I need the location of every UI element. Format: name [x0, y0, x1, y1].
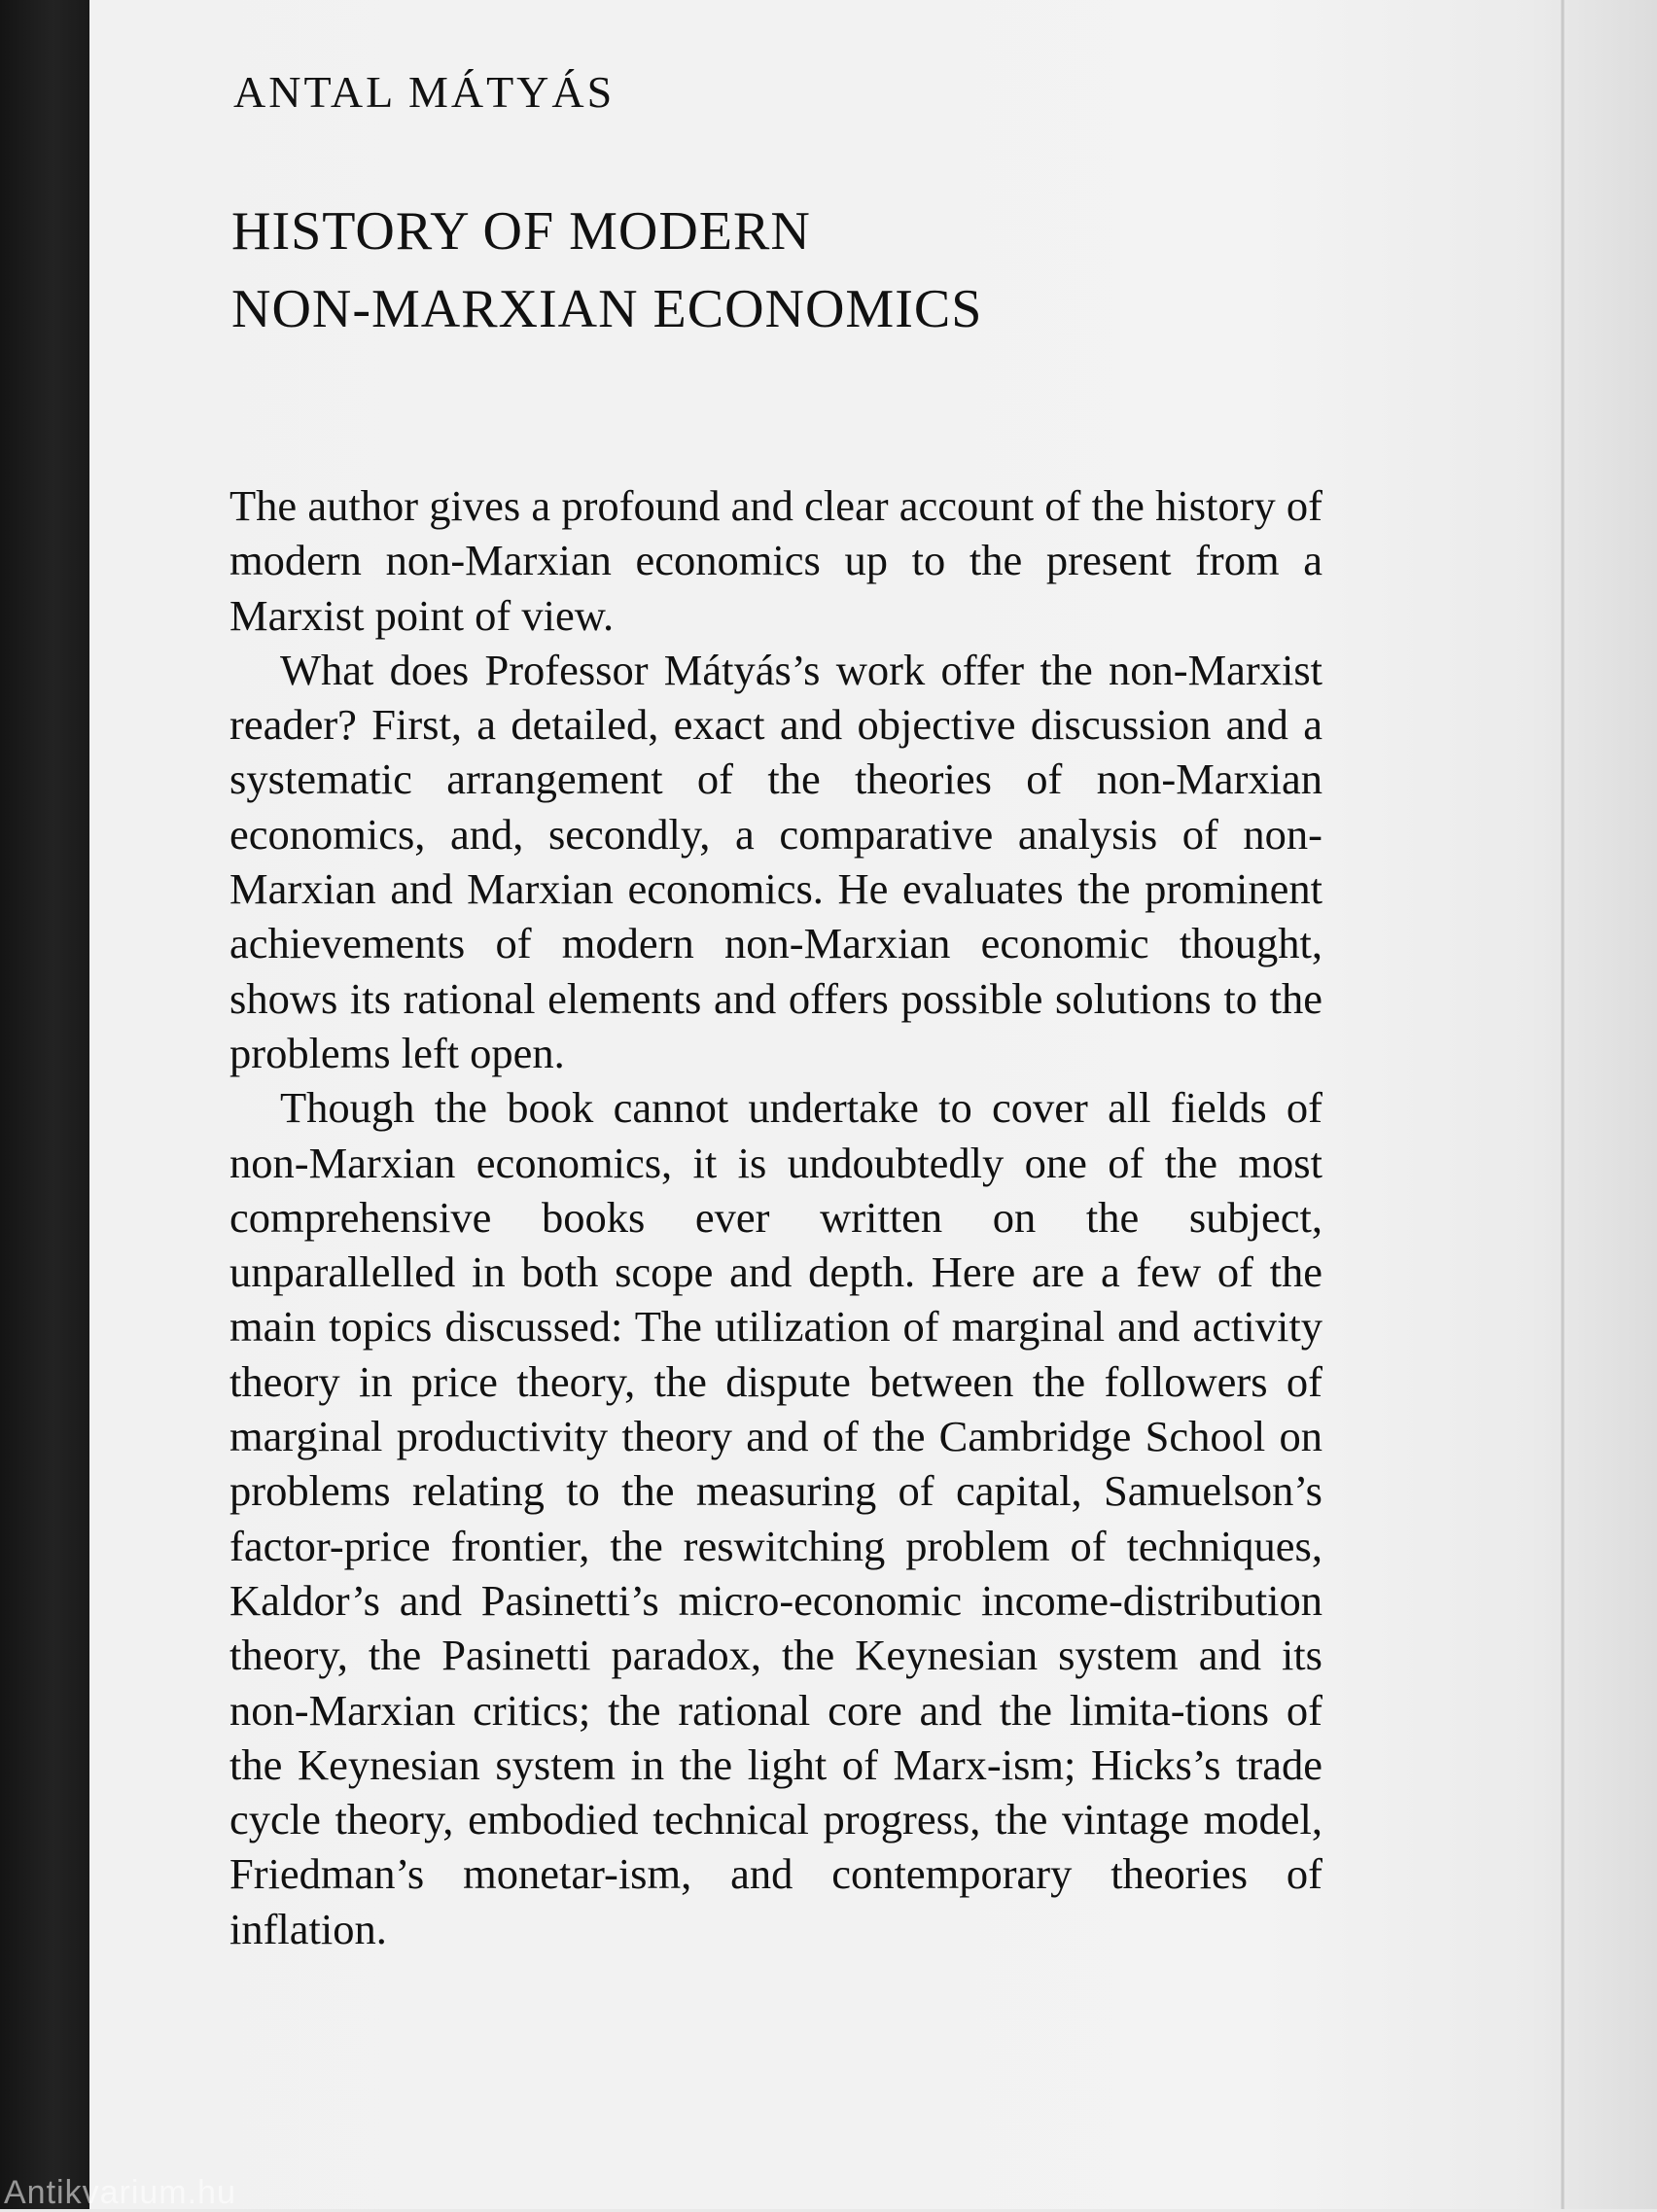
description-paragraph: The author gives a profound and clear account of the history of modern non-Marxian economics up to the present from a Marxist point of view.	[229, 481, 1322, 640]
book-description	[229, 478, 1322, 1956]
description-paragraph: What does Professor Mátyás’s work offer the non-Marxist reader? First, a detailed, exact and objective discussion and a systematic arrangement of the theories of non-Marxian economics, and, secondly, a comparative analysis of non-Marxian and Marxian economics. He evaluates the prominent achievements of modern non-Marxian economic thought, shows its rational elements and offers possible solutions to the problems left open.	[229, 645, 1322, 1077]
book-title-line: NON-MARXIAN ECONOMICS	[231, 279, 983, 339]
page-fold	[1561, 0, 1565, 2209]
book-spine-edge	[0, 0, 89, 2209]
book-title-line: HISTORY OF MODERN	[231, 201, 811, 262]
book-title	[231, 193, 982, 348]
description-paragraph: Though the book cannot undertake to cover all fields of non-Marxian economics, it is undoubtedly one of the most comprehensive books ever written on the subject, unparallelled in both scope and depth. Here are a few of the main topics discussed: The utilization of marginal and activity theory in price theory, the dispute between the followers of marginal productivity theory and of the Cambridge School on problems relating to the measuring of capital, Samuelson’s factor-price frontier, the reswitching problem of techniques, Kaldor’s and Pasinetti’s micro-economic income-distribution theory, the Pasinetti paradox, the Keynesian system and its non-Marxian critics; the rational core and the limita-tions of the Keynesian system in the light of Marx-ism; Hicks’s trade cycle theory, embodied technical progress, the vintage model, Friedman’s monetar-ism, and contemporary theories of inflation.	[229, 1083, 1322, 1953]
watermark-text: Antikvarium.hu	[4, 2174, 236, 2211]
author-name: ANTAL MÁTYÁS	[233, 67, 616, 117]
